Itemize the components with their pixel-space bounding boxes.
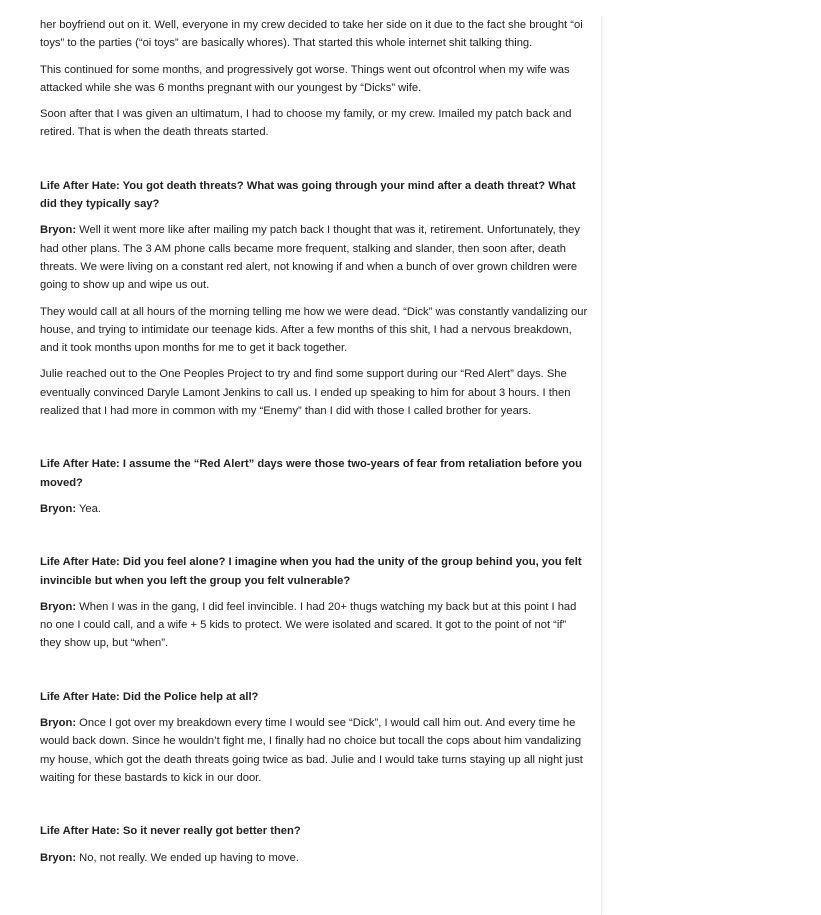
speaker-label: Bryon: <box>40 502 77 515</box>
speaker-label: Bryon: <box>40 717 77 730</box>
question-police: Life After Hate: Did the Police help at all? <box>40 690 259 703</box>
question-better: Life After Hate: So it never really got better then? <box>40 825 301 838</box>
answer-text: When I was in the gang, I did feel invincible. I had 20+ thugs watching my back but at this point I had no one I could call, and a wife + 5 kids to protect. We were isolated and scared. It got to the point of not “if” they show up, but “when”. <box>40 600 577 650</box>
answer-death-threats-2: They would call at all hours of the morning telling me how we were dead. “Dick” was constantly vandalizing our house, and trying to intimidate our teenage kids. After a few months of this shit, I had a nervous breakdown, and it took months upon months for me to get it back together. <box>40 305 588 355</box>
section-spacer <box>40 661 588 688</box>
answer-better <box>40 849 588 867</box>
speaker-label: Bryon: <box>40 600 77 613</box>
intro-paragraph-3: Soon after that I was given an ultimatum, I had to choose my family, or my crew. Imailed my patch back and retired. That is when the death threats started. <box>40 108 572 139</box>
article-body <box>40 16 588 875</box>
speaker-label: Bryon: <box>40 851 77 864</box>
answer-police <box>40 714 588 787</box>
answer-death-threats-1 <box>40 221 588 294</box>
question-death-threats: Life After Hate: You got death threats? What was going through your mind after a death threat? What did they typically say? <box>40 179 576 211</box>
answer-text: Well it went more like after mailing my patch back I thought that was it, retirement. Unfortunately, they had other plans. The 3 AM phone calls became more frequent, stalking and slander, then soon after, death threats. We were living on a constant red alert, not knowing if and when a bunch of over grown children were going to show up and wipe us out. <box>40 224 580 292</box>
answer-text: Once I got over my breakdown every time I would see “Dick”, I would call him out. And every time he would back down. Since he wouldn’t fight me, I finally had no choice but tocall the cops about him vandalizing my house, which got the death threats going twice as bad. Julie and I would take turns staying up all night just waiting for these bastards to kick in our door. <box>40 717 583 784</box>
article-column <box>0 16 602 915</box>
section-spacer <box>40 795 588 822</box>
intro-paragraph-2: This continued for some months, and progressively got worse. Things went out ofcontrol when my wife was attacked while she was 6 months pregnant with our youngest by “Dicks” wife. <box>40 63 570 94</box>
section-spacer <box>40 428 588 455</box>
speaker-label: Bryon: <box>40 224 77 237</box>
answer-death-threats-3: Julie reached out to the One Peoples Project to try and find some support during our “Red Alert” days. She eventually convinced Daryle Lamont Jenkins to call us. I ended up speaking to him for about 3 hours. I then realized that I had more in common with my “Enemy” than I did with those I called brother for years. <box>40 368 571 418</box>
answer-text: No, not really. We ended up having to move. <box>76 851 299 864</box>
answer-red-alert <box>40 500 588 518</box>
section-spacer <box>40 526 588 553</box>
intro-paragraph-1: her boyfriend out on it. Well, everyone in my crew decided to take her side on it due to the fact she brought “oi toys” to the parties (“oi toys” are basically whores). That started this whole internet shit talking thing. <box>40 19 583 50</box>
section-spacer <box>40 150 588 177</box>
question-red-alert: Life After Hate: I assume the “Red Alert” days were those two-years of fear from retaliation before you moved? <box>40 458 582 489</box>
answer-alone <box>40 598 588 653</box>
question-alone: Life After Hate: Did you feel alone? I imagine when you had the unity of the group behind you, you felt invincible but when you left the group you felt vulnerable? <box>40 556 582 587</box>
answer-text: Yea. <box>76 502 101 515</box>
